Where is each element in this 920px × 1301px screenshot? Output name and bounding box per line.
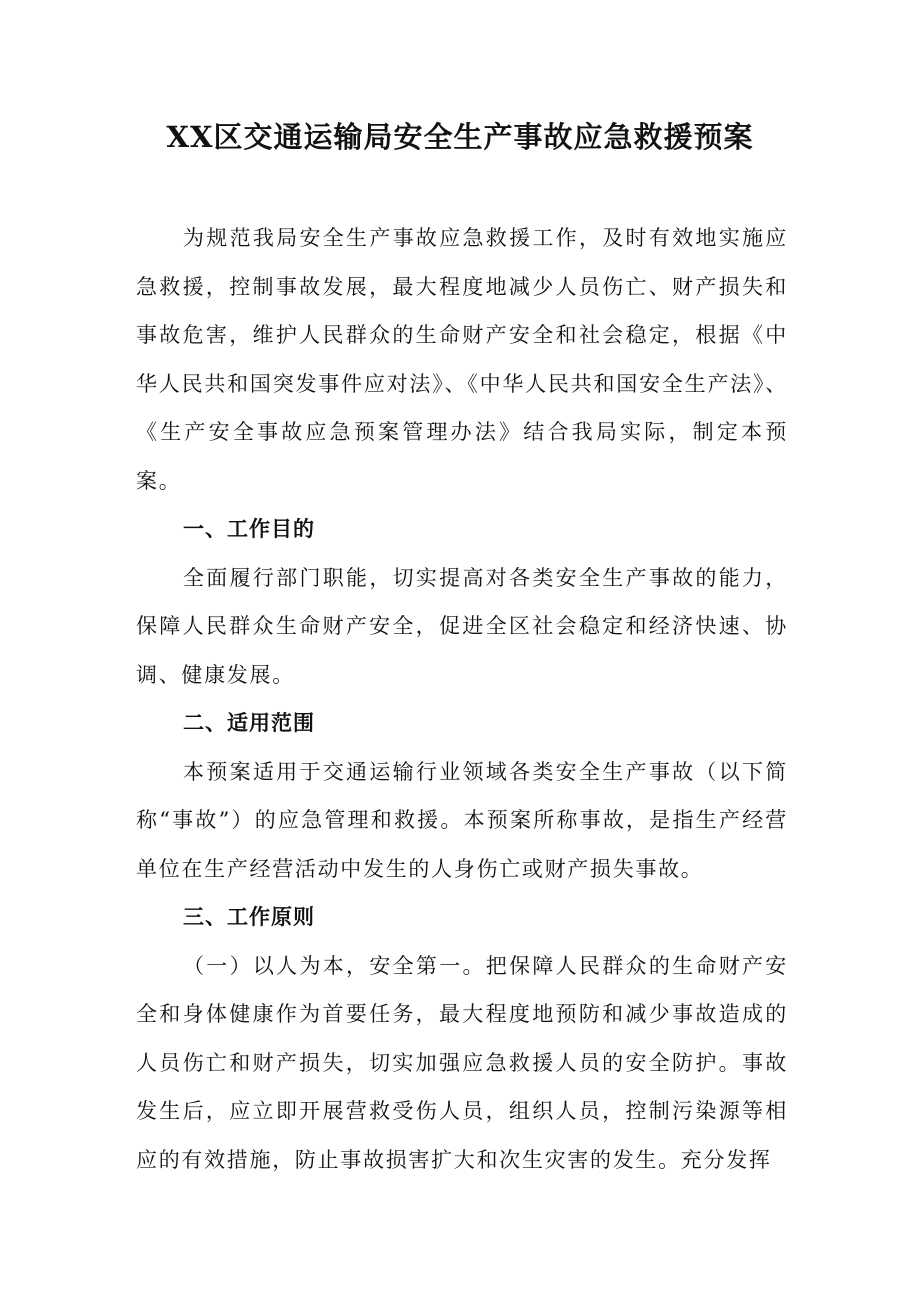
section-text-scope: 本预案适用于交通运输行业领域各类安全生产事故（以下简称“事故”）的应急管理和救援。本预案所称事故，是指生产经营单位在生产经营活动中发生的人身伤亡或财产损失事故。: [136, 759, 788, 881]
document-title: XX区交通运输局安全生产事故应急救援预案: [166, 120, 754, 154]
section-heading-purpose: 一、工作目的: [183, 517, 315, 541]
intro-paragraph: 为规范我局安全生产事故应急救援工作，及时有效地实施应急救援，控制事故发展，最大程度地减少人员伤亡、财产损失和事故危害，维护人民群众的生命财产安全和社会稳定，根据《中华人民共和国突发事件应对法》、《中华人民共和国安全生产法》、《生产安全事故应急预案管理办法》结合我局实际，制定本预案。: [136, 226, 788, 493]
document-body: [136, 214, 788, 1184]
section-text-purpose: 全面履行部门职能，切实提高对各类安全生产事故的能力，保障人民群众生命财产安全，促进全区社会稳定和经济快速、协调、健康发展。: [136, 565, 788, 687]
section-text-principles: （一）以人为本，安全第一。把保障人民群众的生命财产安全和身体健康作为首要任务，最大程度地预防和减少事故造成的人员伤亡和财产损失，切实加强应急救援人员的安全防护。事故发生后，应立即开展营救受伤人员，组织人员，控制污染源等相应的有效措施，防止事故损害扩大和次生灾害的发生。充分发挥: [136, 953, 788, 1172]
section-heading-scope: 二、适用范围: [183, 711, 315, 735]
section-heading-principles: 三、工作原则: [183, 905, 315, 929]
